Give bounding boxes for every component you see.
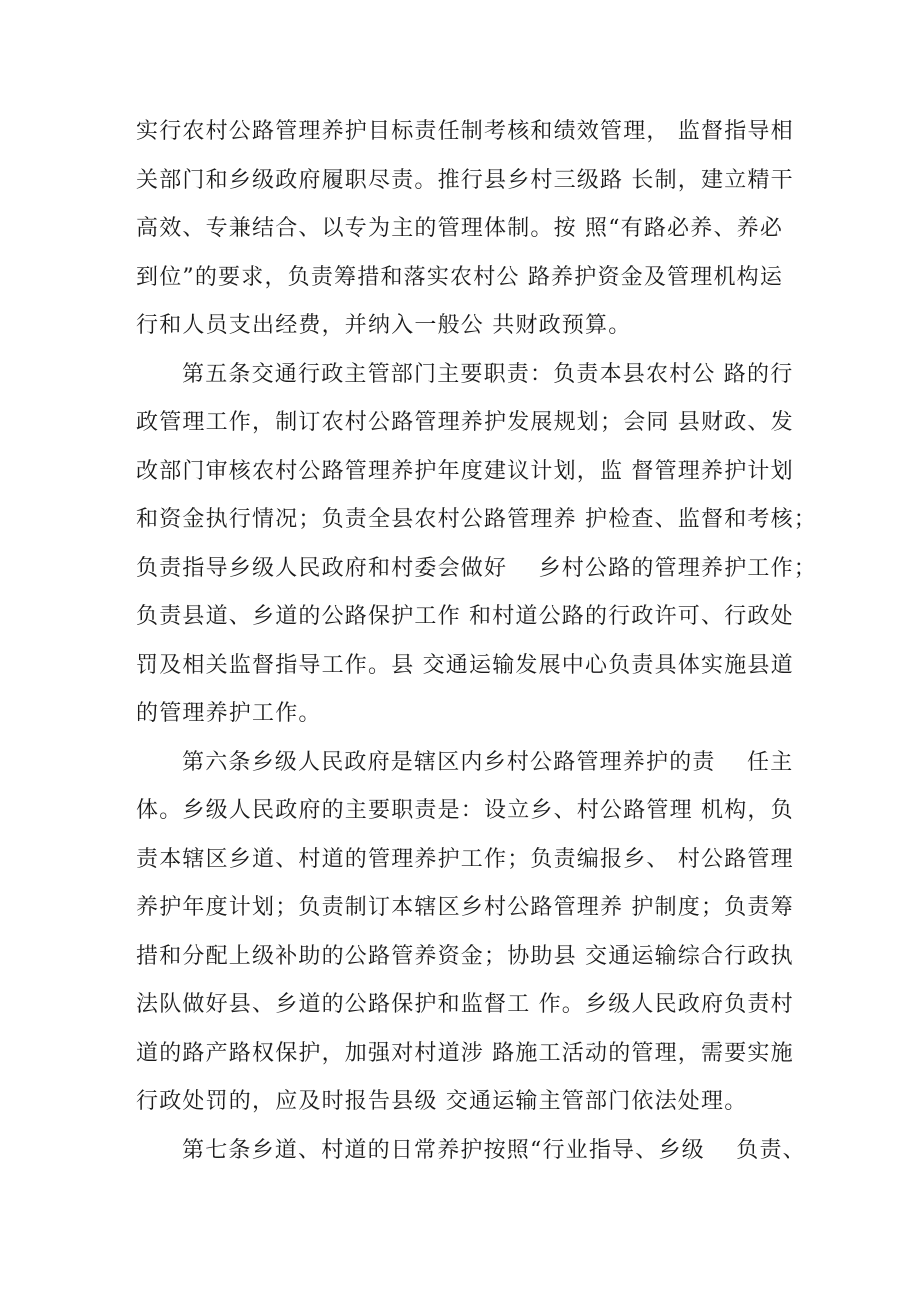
text-line: 行政处罚的，应及时报告县级 交通运输主管部门依法处理。 bbox=[136, 1089, 748, 1114]
text-line: 的管理养护工作。 bbox=[136, 701, 322, 726]
text-line: 法队做好县、乡道的公路保护和监督工 作。乡级人民政府负责村 bbox=[136, 992, 794, 1017]
text-line: 道的路产路权保护，加强对村道涉 路施工活动的管理，需要实施 bbox=[136, 1040, 794, 1066]
text-line: 到位”的要求，负责筹措和落实农村公 路养护资金及管理机构运 bbox=[136, 264, 784, 290]
text-line: 高效、专兼结合、以专为主的管理体制。按 照“有路必养、养必 bbox=[136, 216, 784, 241]
text-line: 罚及相关监督指导工作。县 交通运输发展中心负责具体实施县道 bbox=[136, 652, 794, 678]
text-line: 负责县道、乡道的公路保护工作 和村道公路的行政许可、行政处 bbox=[136, 604, 794, 629]
document-body bbox=[136, 108, 817, 1175]
text-line: 措和分配上级补助的公路管养资金；协助县 交通运输综合行政执 bbox=[136, 943, 794, 969]
text-line: 养护年度计划；负责制订本辖区乡村公路管理养 护制度；负责筹 bbox=[136, 895, 794, 920]
text-line: 实行农村公路管理养护目标责任制考核和绩效管理， 监督指导相 bbox=[136, 119, 794, 144]
text-line: 和资金执行情况；负责全县农村公路管理养 护检查、监督和考核； bbox=[136, 507, 817, 532]
article-7-first-line: 第七条乡道、村道的日常养护按照“行业指导、乡级 负责、 bbox=[182, 1137, 806, 1163]
text-line: 体。乡级人民政府的主要职责是：设立乡、村公路管理 机构，负 bbox=[136, 798, 794, 823]
text-line: 政管理工作，制订农村公路管理养护发展规划；会同 县财政、发 bbox=[136, 410, 794, 435]
text-line: 关部门和乡级政府履职尽责。推行县乡村三级路 长制，建立精干 bbox=[136, 167, 794, 193]
article-5-first-line: 第五条交通行政主管部门主要职责：负责本县农村公 路的行 bbox=[182, 361, 794, 387]
text-line: 行和人员支出经费，并纳入一般公 共财政预算。 bbox=[136, 313, 632, 338]
article-6-first-line: 第六条乡级人民政府是辖区内乡村公路管理养护的责 任主 bbox=[182, 749, 794, 775]
text-line: 负责指导乡级人民政府和村委会做好 乡村公路的管理养护工作； bbox=[136, 555, 817, 581]
text-line: 改部门审核农村公路管理养护年度建议计划，监 督管理养护计划 bbox=[136, 458, 794, 484]
text-line: 责本辖区乡道、村道的管理养护工作；负责编报乡、 村公路管理 bbox=[136, 846, 794, 872]
